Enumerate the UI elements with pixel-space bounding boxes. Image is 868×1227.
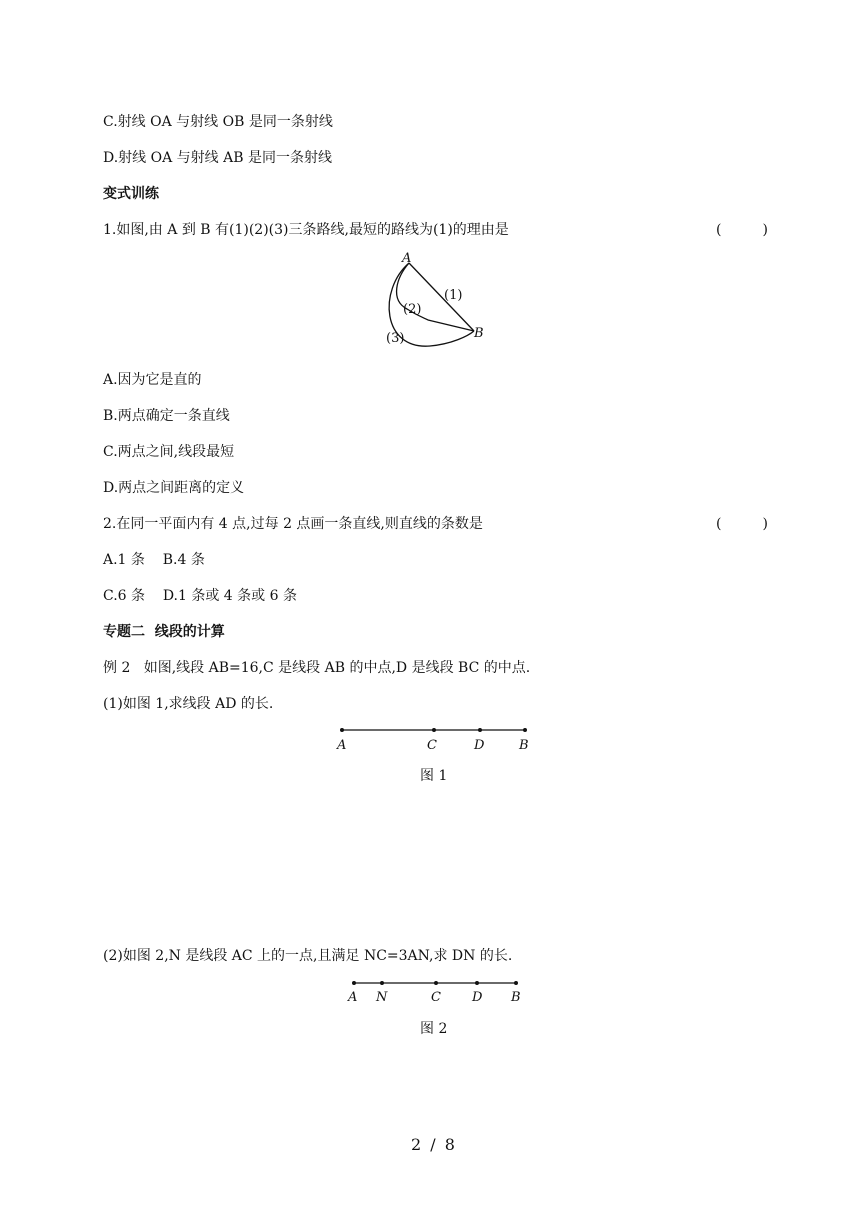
- figure-2-segment: [347, 981, 521, 1005]
- answer-bracket-q2: [716, 515, 768, 533]
- figure-2-label-b: B: [511, 990, 521, 1005]
- route-3-label: (3): [386, 331, 405, 346]
- figure-2-point-a: [352, 981, 356, 985]
- option-d: D.射线 OA 与射线 AB 是同一条射线: [103, 150, 332, 166]
- route-2-label: (2): [403, 302, 422, 317]
- part-1: (1)如图 1,求线段 AD 的长.: [103, 696, 274, 712]
- figure-2-point-n: [380, 981, 384, 985]
- q1-option-a: A.因为它是直的: [103, 372, 202, 388]
- figure-1-caption: 图 1: [420, 768, 448, 784]
- question-1: 1.如图,由 A 到 B 有(1)(2)(3)三条路线,最短的路线为(1)的理由是: [103, 222, 509, 238]
- question-2: 2.在同一平面内有 4 点,过每 2 点画一条直线,则直线的条数是: [103, 516, 483, 532]
- figure-1-point-c: [432, 728, 436, 732]
- figure-2-caption: 图 2: [420, 1021, 448, 1037]
- q2-options-ab: A.1 条 B.4 条: [103, 552, 205, 568]
- figure-1-label-b: B: [519, 738, 529, 753]
- example-2: 例 2 如图,线段 AB=16,C 是线段 AB 的中点,D 是线段 BC 的中点.: [103, 660, 531, 676]
- figure-2-point-b: [514, 981, 518, 985]
- part-2: (2)如图 2,N 是线段 AC 上的一点,且满足 NC=3AN,求 DN 的长.: [103, 948, 513, 964]
- figure-1-point-b: [523, 728, 527, 732]
- figure-1-point-d: [478, 728, 482, 732]
- answer-bracket-open: (: [716, 222, 722, 238]
- page-number: 2 / 8: [411, 1135, 457, 1154]
- option-c: C.射线 OA 与射线 OB 是同一条射线: [103, 114, 333, 130]
- route-1-line: [409, 263, 474, 331]
- answer-bracket-close: ): [762, 516, 768, 532]
- topic-2-heading: 专题二 线段的计算: [103, 624, 225, 640]
- q1-option-b: B.两点确定一条直线: [103, 408, 230, 424]
- answer-bracket-close: ): [762, 222, 768, 238]
- route-1-label: (1): [444, 288, 463, 303]
- figure-1-label-c: C: [427, 738, 437, 753]
- q1-option-c: C.两点之间,线段最短: [103, 444, 235, 460]
- figure-2-point-c: [434, 981, 438, 985]
- figure-2-point-d: [475, 981, 479, 985]
- route-2-segment: [428, 320, 474, 331]
- answer-bracket-open: (: [716, 516, 722, 532]
- point-a-label: A: [402, 251, 412, 266]
- figure-1-label-a: A: [337, 738, 347, 753]
- point-b-label: B: [474, 326, 484, 341]
- q1-option-d: D.两点之间距离的定义: [103, 480, 245, 496]
- figure-2-label-n: N: [376, 990, 388, 1005]
- figure-2-label-c: C: [431, 990, 441, 1005]
- section-heading-variant: 变式训练: [103, 186, 159, 202]
- figure-1-label-d: D: [474, 738, 485, 753]
- figure-2-label-a: A: [348, 990, 358, 1005]
- figure-1-point-a: [340, 728, 344, 732]
- figure-1-segment: [336, 728, 529, 753]
- q2-options-cd: C.6 条 D.1 条或 4 条或 6 条: [103, 588, 297, 604]
- figure-2-label-d: D: [472, 990, 483, 1005]
